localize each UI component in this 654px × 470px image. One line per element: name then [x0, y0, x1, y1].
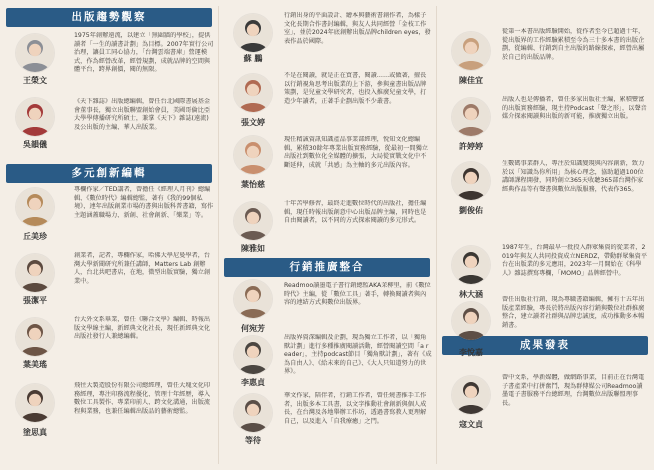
person-bio: 行銷出身的平面設計、繪本與藝術書創作者，為樣子文化長期合作書封編輯，與友人共同經營「金枝工作室」，並於2024年底創辦出版品牌children eyes，發表作品於國際。	[284, 12, 431, 45]
person-bio: 《天下雜誌》出版總編輯，曾任台北國際書展基金會董事長，獨立出版聯盟創始會員，美國哥倫比亞大學學傳播研究所碩士，兼掌《天下》雜誌(遠流)及公出版的主編、華人出版業。	[74, 98, 211, 131]
person-name: 許婷婷	[459, 142, 483, 151]
person-bio: 現任精誠資訊知識產品事業部經理，悅知文化總編輯，累積30餘年專業出版實務經驗，從最初一間獨立出版社到數位化全媒體的擴張，大局從實戰文化中不斷延伸，成就「共感」為主軸的多元出版內容。	[284, 136, 428, 169]
person-name: 李惠貞	[241, 378, 265, 387]
person-name: 吳韻儀	[23, 140, 47, 149]
person-bio: 出版人也是傳播者，曾任多家出版社主編，累積豐富的出版實務經驗，現主持Podcast「聲之形」，以聲音媒介探索閱讀與出版的新可能，推廣獨立出版。	[502, 96, 647, 121]
banner-results: 成果發表	[442, 336, 648, 355]
person-bio: 出版界資深編輯及企劃，現為獨立工作者，以「獨角獸計劃」進行多種推廣閱讀活動，經營閱讀空間「a reader」，主持podcast節目「獨角獸計劃」，著有《成為自由人》、《給未來的自己》、《大人只知道努力的世界》。	[284, 334, 432, 376]
person-name: 張潔平	[23, 296, 47, 305]
avatar-photo	[16, 254, 54, 292]
person-name: 等待	[245, 436, 261, 445]
avatar-photo	[16, 384, 54, 422]
person-bio: 1987年生，台灣最早一批投入群眾集資的從業者，2019年與友人共同投資成立NERDZ，帶動群眾集資平台在出版業的多元應用，2023年一月開始在《科學人》雜誌撰寫專欄，「MOMO」品牌經營中。	[502, 244, 648, 277]
person-name: 丘美珍	[23, 232, 47, 241]
banner-multi-innovation: 多元創新編輯	[6, 164, 212, 183]
person-bio: 從第一本書出版經驗開始，從作者至今已超過十年，從出版界的工作經驗累積至今為三十多本書的出版企劃，從編輯、行銷到自主出版的路線探索，經營出屬於自己的出版品牌。	[502, 28, 645, 61]
person-name: 劉俊佑	[459, 206, 483, 215]
avatar-photo	[452, 162, 490, 200]
person-bio: 生數碼事業群人，專注於知識變現與內容創新，致力於以「知識為你所用」為核心理念，協助超過100位講師課程開發，同時創立365天收聽365部台灣作家經典作品等有聲書與數位出版服務，代表作365。	[502, 160, 645, 193]
person-bio: 飛往大製造股份有限公司總經理，曾任大塊文化印務經理，專注印務流程優化、管理十年經歷，導入數位工具製作、專業印前人、跨文化溝通，出版流程與業務，也兼任編輯出版品的藝術總監。	[74, 382, 211, 415]
avatar-photo	[234, 280, 272, 318]
person-name: 王榮文	[23, 76, 47, 85]
avatar-photo	[234, 202, 272, 240]
person-name: 塗思真	[23, 428, 47, 437]
avatar-photo	[16, 98, 54, 136]
avatar-photo	[452, 98, 490, 136]
banner-marketing-integration: 行銷推廣整合	[224, 258, 430, 277]
person-bio: 十年苦學修習，最終走進數位時代的出版社，擔任編輯，現任時報出版創意中心出版品牌主編，同時也是自由閱讀者，以不同的方式探索閱讀的多元形式。	[284, 200, 427, 225]
person-name: 蘇 鵬	[243, 54, 263, 63]
person-bio: 台大外文系畢業，曾任《聯合文學》編輯、時報出版文學線主編，新經典文化社長，現任新經典文化出版社發行人兼總編輯。	[74, 316, 211, 341]
person-bio: 1975年創辦遠流，以建立「無圍牆的學校」，提供讀者「一生的讀書計劃」為目標。2007年實行公司治理，讓員工同心協力，「台灣雲端書庫」營運模式，作為經營改革，經營規劃，成就品牌的空間與體平台，跨界創價，閱的無限。	[74, 32, 214, 74]
avatar-photo	[16, 188, 54, 226]
avatar-photo	[234, 74, 272, 112]
divider-left	[218, 6, 219, 464]
avatar-photo	[234, 336, 272, 374]
avatar-photo	[234, 394, 272, 432]
person-bio: 華文作家，陪伴者，行銷工作者，曾任燒書推手工作者，出版多本工具書，以文字推動社會創新與個人成長，在台灣及各地舉辦工作坊，透過書寫教人更理解自己，以及進入「自我療癒」之門。	[284, 392, 427, 425]
avatar-photo	[452, 302, 490, 340]
avatar-photo	[234, 136, 272, 174]
person-bio: 創業者，記者，專欄作家，哈佛大學尼曼學者，台灣大學新聞研究所兼任講師，Matters Lab 創辦人，台北共吧書店，在地，微型出版實驗，獨立創業中。	[74, 252, 211, 285]
person-name: 陳雅如	[241, 244, 265, 253]
person-bio: 曾任出版社行銷，現為專職書籍編輯，擁有十五年出版產業經驗，專長於將出版內容行銷與數位社群推廣整合，建立讀者社群與品牌忠誠度，成功推動多本暢銷書。	[502, 296, 645, 329]
avatar-photo	[452, 376, 490, 414]
avatar-photo	[16, 318, 54, 356]
person-name: 林大涵	[459, 290, 483, 299]
person-name: 陳佳宜	[459, 76, 483, 85]
person-name: 李悅嘉	[459, 348, 483, 357]
person-name: 葉美瑤	[23, 360, 47, 369]
person-bio: 專欄作家／TED講者，曾擔任《經理人月刊》總編輯、《數位時代》編輯總監，著有《我的99個私境》，連年出版創業市場的書與出版科普書籍，寫作主題涵蓋職場力、新創、社會創新、「樂業」等。	[74, 186, 214, 219]
person-name: 寇文貞	[459, 420, 483, 429]
person-bio: 不是在閱讀，就是正在買書，閱讀……或做著，擅長以行銷視角思考出版業的上下游，參與童書出版品牌策劃，是兒童文學研究者，也投入推廣兒童文學，打造少年讀者，正著手企劃出版不少叢書。	[284, 72, 427, 105]
avatar-photo	[452, 246, 490, 284]
person-name: 何宛芳	[241, 324, 265, 333]
person-name: 張文婷	[241, 118, 265, 127]
avatar-photo	[452, 32, 490, 70]
person-bio: 曾中文系，學新媒體，做網路事業，目前正在台灣電子書產業中打拼奮鬥，現為群傳媒公司Readmoo讀墨電子書服務平台總經理，台灣數位出版聯盟理事長。	[502, 374, 645, 407]
avatar-photo	[16, 34, 54, 72]
person-name: 葉怡慈	[241, 180, 265, 189]
person-bio: Readmoo讀墨電子書行銷總監AKA茉柳里，前《數位時代》主編，從「數位工具」著手，轉換閱讀者與內容的連結方式與數位出版界。	[284, 282, 431, 307]
banner-publishing-trends: 出版趨勢觀察	[6, 8, 212, 27]
divider-right	[436, 6, 437, 464]
avatar-photo	[234, 14, 272, 52]
